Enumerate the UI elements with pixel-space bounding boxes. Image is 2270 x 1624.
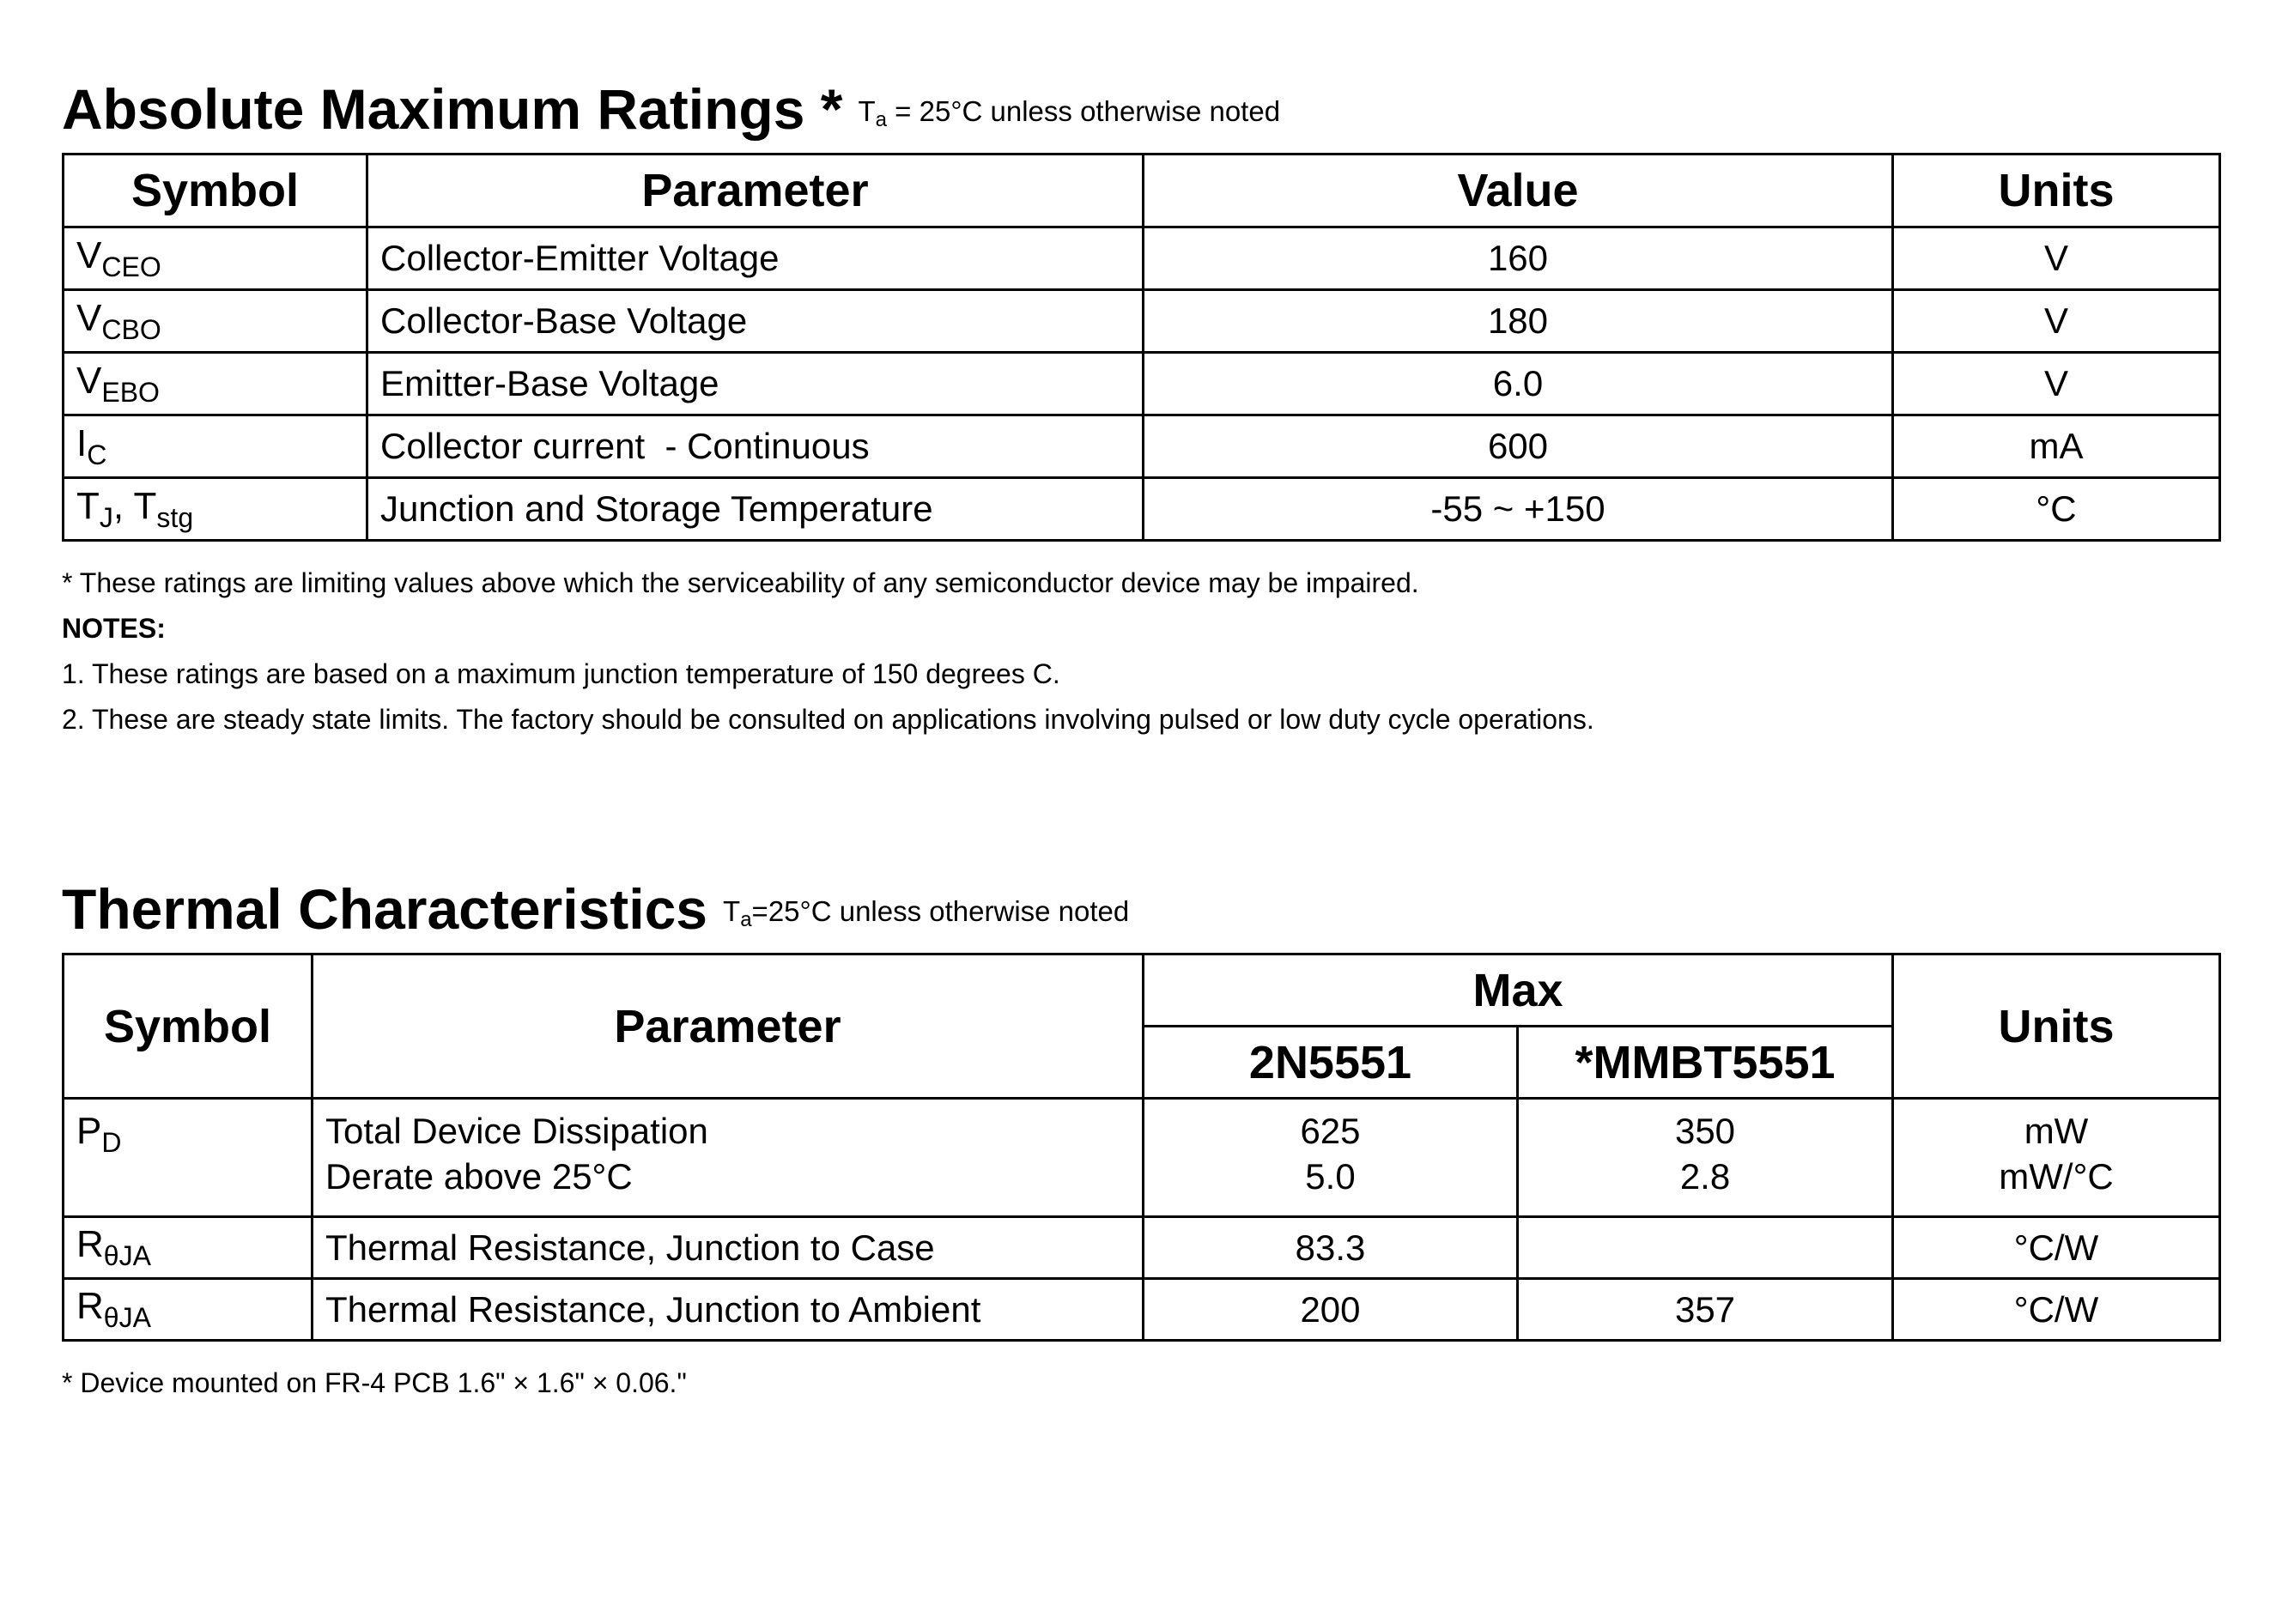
abs-max-heading [62,60,2218,141]
units-cell: °C [1893,478,2220,541]
value-cell: 6.0 [1144,353,1893,415]
value-cell: 180 [1144,290,1893,353]
table-row [64,415,2220,478]
parameter-cell: Collector-Base Voltage [367,290,1144,353]
symbol-cell: $R_{\theta JA}$ [64,1217,313,1279]
units-cell: °C/W [1893,1217,2220,1279]
value-cell: 160 [1144,227,1893,290]
thermal-heading [62,860,2218,941]
symbol-cell: $T_J$, $T_{stg}$ [64,478,367,541]
thermal-condition: $T_a=25^\circ C$ unless otherwise noted [723,895,1130,931]
units-cell: V [1893,290,2220,353]
header-value: Value [1144,155,1893,227]
abs-max-notes [62,561,2218,742]
table-row [64,290,2220,353]
parameter-cell: Thermal Resistance, Junction to Ambient [313,1279,1144,1341]
table-header-row [64,954,2220,1027]
thermal-footnote: * Device mounted on FR-4 PCB 1.6" × 1.6" × 0.06." [62,1367,687,1398]
value-cell-mmbt5551: 357 [1518,1279,1893,1341]
table-row [64,1099,2220,1217]
thermal-table [62,953,2221,1342]
abs-max-table [62,153,2221,542]
table-row [64,227,2220,290]
value-cell-2n5551: 200 [1144,1279,1518,1341]
units-cell: V [1893,353,2220,415]
header-parameter: Parameter [313,954,1144,1099]
units-cell: mW mW/°C [1893,1099,2220,1217]
table-row [64,1217,2220,1279]
symbol-cell: $I_C$ [64,415,367,478]
abs-max-title: Absolute Maximum Ratings * [62,77,843,141]
parameter-cell: Total Device Dissipation Derate above 25°C [313,1099,1144,1217]
symbol-cell: $R_{\theta JA}$ [64,1279,313,1341]
value-cell-mmbt5551: 350 2.8 [1518,1099,1893,1217]
thermal-title: Thermal Characteristics [62,877,708,941]
note-item: 1. These ratings are based on a maximum junction temperature of 150 degrees C. [62,658,1060,689]
absolute-max-ratings-section [62,60,2218,742]
thermal-notes [62,1360,2218,1406]
value-cell-2n5551: 625 5.0 [1144,1099,1518,1217]
table-row [64,1279,2220,1341]
table-row [64,478,2220,541]
abs-max-condition: $T_a = 25^\circ C$ unless otherwise noted [858,95,1281,131]
units-cell: °C/W [1893,1279,2220,1341]
table-header-row [64,155,2220,227]
parameter-cell: Junction and Storage Temperature [367,478,1144,541]
symbol-cell: $P_D$ [64,1099,313,1217]
thermal-characteristics-section [62,860,2218,1406]
parameter-cell: Collector-Emitter Voltage [367,227,1144,290]
notes-label: NOTES: [62,613,166,644]
units-cell: mA [1893,415,2220,478]
symbol-cell: $V_{CEO}$ [64,227,367,290]
header-max: Max [1144,954,1893,1027]
parameter-cell: Collector current - Continuous [367,415,1144,478]
value-cell: 600 [1144,415,1893,478]
abs-max-footnote: * These ratings are limiting values above which the serviceability of any semiconductor device may be impaired. [62,567,1419,598]
parameter-cell: Thermal Resistance, Junction to Case [313,1217,1144,1279]
header-mmbt5551: *MMBT5551 [1518,1027,1893,1099]
value-cell: -55 ~ +150 [1144,478,1893,541]
units-cell: V [1893,227,2220,290]
symbol-cell: $V_{CBO}$ [64,290,367,353]
header-symbol: Symbol [64,155,367,227]
parameter-cell: Emitter-Base Voltage [367,353,1144,415]
note-item: 2. These are steady state limits. The factory should be consulted on applications involving pulsed or low duty cycle operations. [62,704,1594,735]
header-parameter: Parameter [367,155,1144,227]
header-2n5551: 2N5551 [1144,1027,1518,1099]
table-row [64,353,2220,415]
header-symbol: Symbol [64,954,313,1099]
value-cell-2n5551: 83.3 [1144,1217,1518,1279]
value-cell-mmbt5551 [1518,1217,1893,1279]
symbol-cell: $V_{EBO}$ [64,353,367,415]
header-units: Units [1893,954,2220,1099]
header-units: Units [1893,155,2220,227]
